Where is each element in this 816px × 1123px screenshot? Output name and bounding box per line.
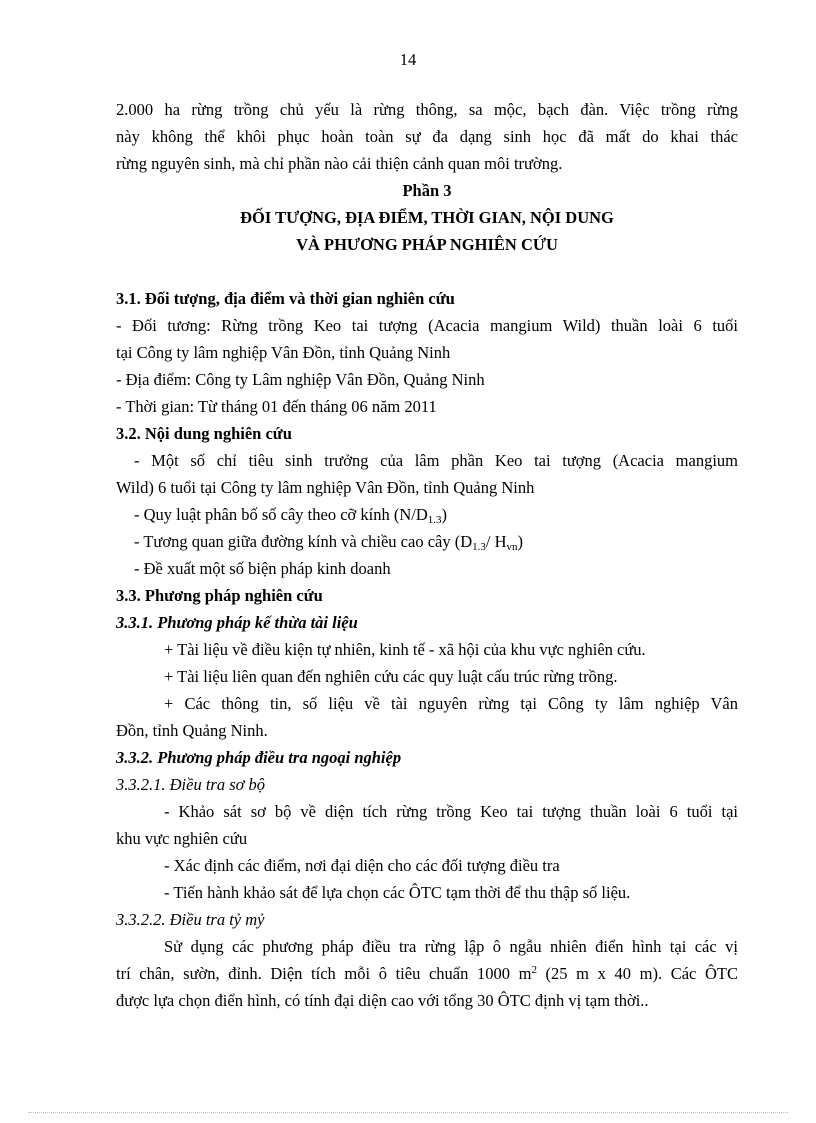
intro-line-3: rừng nguyên sinh, mà chỉ phần nào cải thiện cảnh quan môi trường.: [116, 154, 563, 173]
section-3-3-2-2-heading: 3.3.2.2. Điều tra tỷ mỷ: [116, 910, 265, 929]
document-item-3-line-1: + Các thông tin, số liệu về tài nguyên rừng tại Công ty lâm nghiệp Vân: [164, 694, 738, 713]
content-item-3-text: - Tương quan giữa đường kính và chiều cao cây (D: [134, 532, 473, 551]
subject-line-2: tại Công ty lâm nghiệp Vân Đồn, tỉnh Quảng Ninh: [116, 343, 451, 362]
diameter-subscript: 1.3: [472, 541, 486, 553]
survey-item-3: - Tiến hành khảo sát để lựa chọn các ÔTC tạm thời để thu thập số liệu.: [164, 883, 631, 902]
section-3-3-2-1-heading: 3.3.2.1. Điều tra sơ bộ: [116, 775, 266, 794]
location-line: - Địa điểm: Công ty Lâm nghiệp Vân Đồn, Quảng Ninh: [116, 370, 485, 389]
detail-line-2: [116, 960, 738, 987]
content-item-3-mid: / H: [485, 532, 507, 551]
part-title-line-1: ĐỐI TƯỢNG, ĐỊA ĐIỂM, THỜI GIAN, NỘI DUNG: [240, 208, 614, 227]
document-body: [116, 96, 738, 1014]
part-title-line-2: VÀ PHƯƠNG PHÁP NGHIÊN CỨU: [296, 235, 558, 254]
detail-line-2-end: (25 m x 40 m). Các ÔTC: [536, 964, 738, 983]
content-item-3-end: ): [517, 532, 524, 551]
content-item-3: [116, 528, 738, 555]
content-item-1-line-1: - Một số chỉ tiêu sinh trưởng của lâm phần Keo tai tượng (Acacia mangium: [134, 451, 738, 470]
detail-line-2-text: trí chân, sườn, đỉnh. Diện tích mỗi ô tiêu chuẩn 1000 m: [116, 964, 532, 983]
footer-divider: [28, 1112, 788, 1113]
document-item-3-line-2: Đồn, tỉnh Quảng Ninh.: [116, 721, 268, 740]
time-line: - Thời gian: Từ tháng 01 đến tháng 06 năm 2011: [116, 397, 437, 416]
area-superscript: 2: [531, 964, 537, 976]
diameter-subscript: 1.3: [427, 514, 442, 526]
section-3-3-1-heading: 3.3.1. Phương pháp kế thừa tài liệu: [116, 613, 358, 632]
content-item-2-end: ): [441, 505, 447, 524]
survey-item-2: - Xác định các điểm, nơi đại diện cho các đối tượng điều tra: [164, 856, 560, 875]
content-item-2: [116, 501, 738, 528]
intro-line-1: 2.000 ha rừng trồng chủ yếu là rừng thông, sa mộc, bạch đàn. Việc trồng rừng: [116, 100, 738, 119]
detail-line-1: Sử dụng các phương pháp điều tra rừng lập ô ngẫu nhiên điển hình tại các vị: [164, 937, 738, 956]
height-subscript: vn: [506, 541, 518, 553]
content-item-2-text: - Quy luật phân bố số cây theo cỡ kính (N/D: [134, 505, 428, 524]
section-3-1-heading: 3.1. Đối tượng, địa điểm và thời gian nghiên cứu: [116, 289, 455, 308]
document-item-2: + Tài liệu liên quan đến nghiên cứu các quy luật cấu trúc rừng trồng.: [164, 667, 618, 686]
detail-line-3: được lựa chọn điển hình, có tính đại diện cao với tổng 30 ÔTC định vị tạm thời..: [116, 991, 649, 1010]
content-item-4: - Đề xuất một số biện pháp kinh doanh: [134, 559, 391, 578]
section-3-3-heading: 3.3. Phương pháp nghiên cứu: [116, 586, 323, 605]
part-label: Phần 3: [402, 181, 452, 200]
document-item-1: + Tài liệu về điều kiện tự nhiên, kinh tế - xã hội của khu vực nghiên cứu.: [164, 640, 646, 659]
subject-line-1: - Đối tương: Rừng trồng Keo tai tượng (Acacia mangium Wild) thuần loài 6 tuổi: [116, 316, 738, 335]
content-item-1-line-2: Wild) 6 tuổi tại Công ty lâm nghiệp Vân Đồn, tỉnh Quảng Ninh: [116, 478, 535, 497]
survey-item-1-line-2: khu vực nghiên cứu: [116, 829, 248, 848]
section-3-3-2-heading: 3.3.2. Phương pháp điều tra ngoại nghiệp: [116, 748, 402, 767]
section-3-2-heading: 3.2. Nội dung nghiên cứu: [116, 424, 292, 443]
intro-line-2: này không thể khôi phục hoàn toàn sự đa dạng sinh học đã mất do khai thác: [116, 127, 738, 146]
survey-item-1-line-1: - Khảo sát sơ bộ về diện tích rừng trồng Keo tai tượng thuần loài 6 tuổi tại: [164, 802, 738, 821]
page-number: 14: [399, 50, 417, 69]
